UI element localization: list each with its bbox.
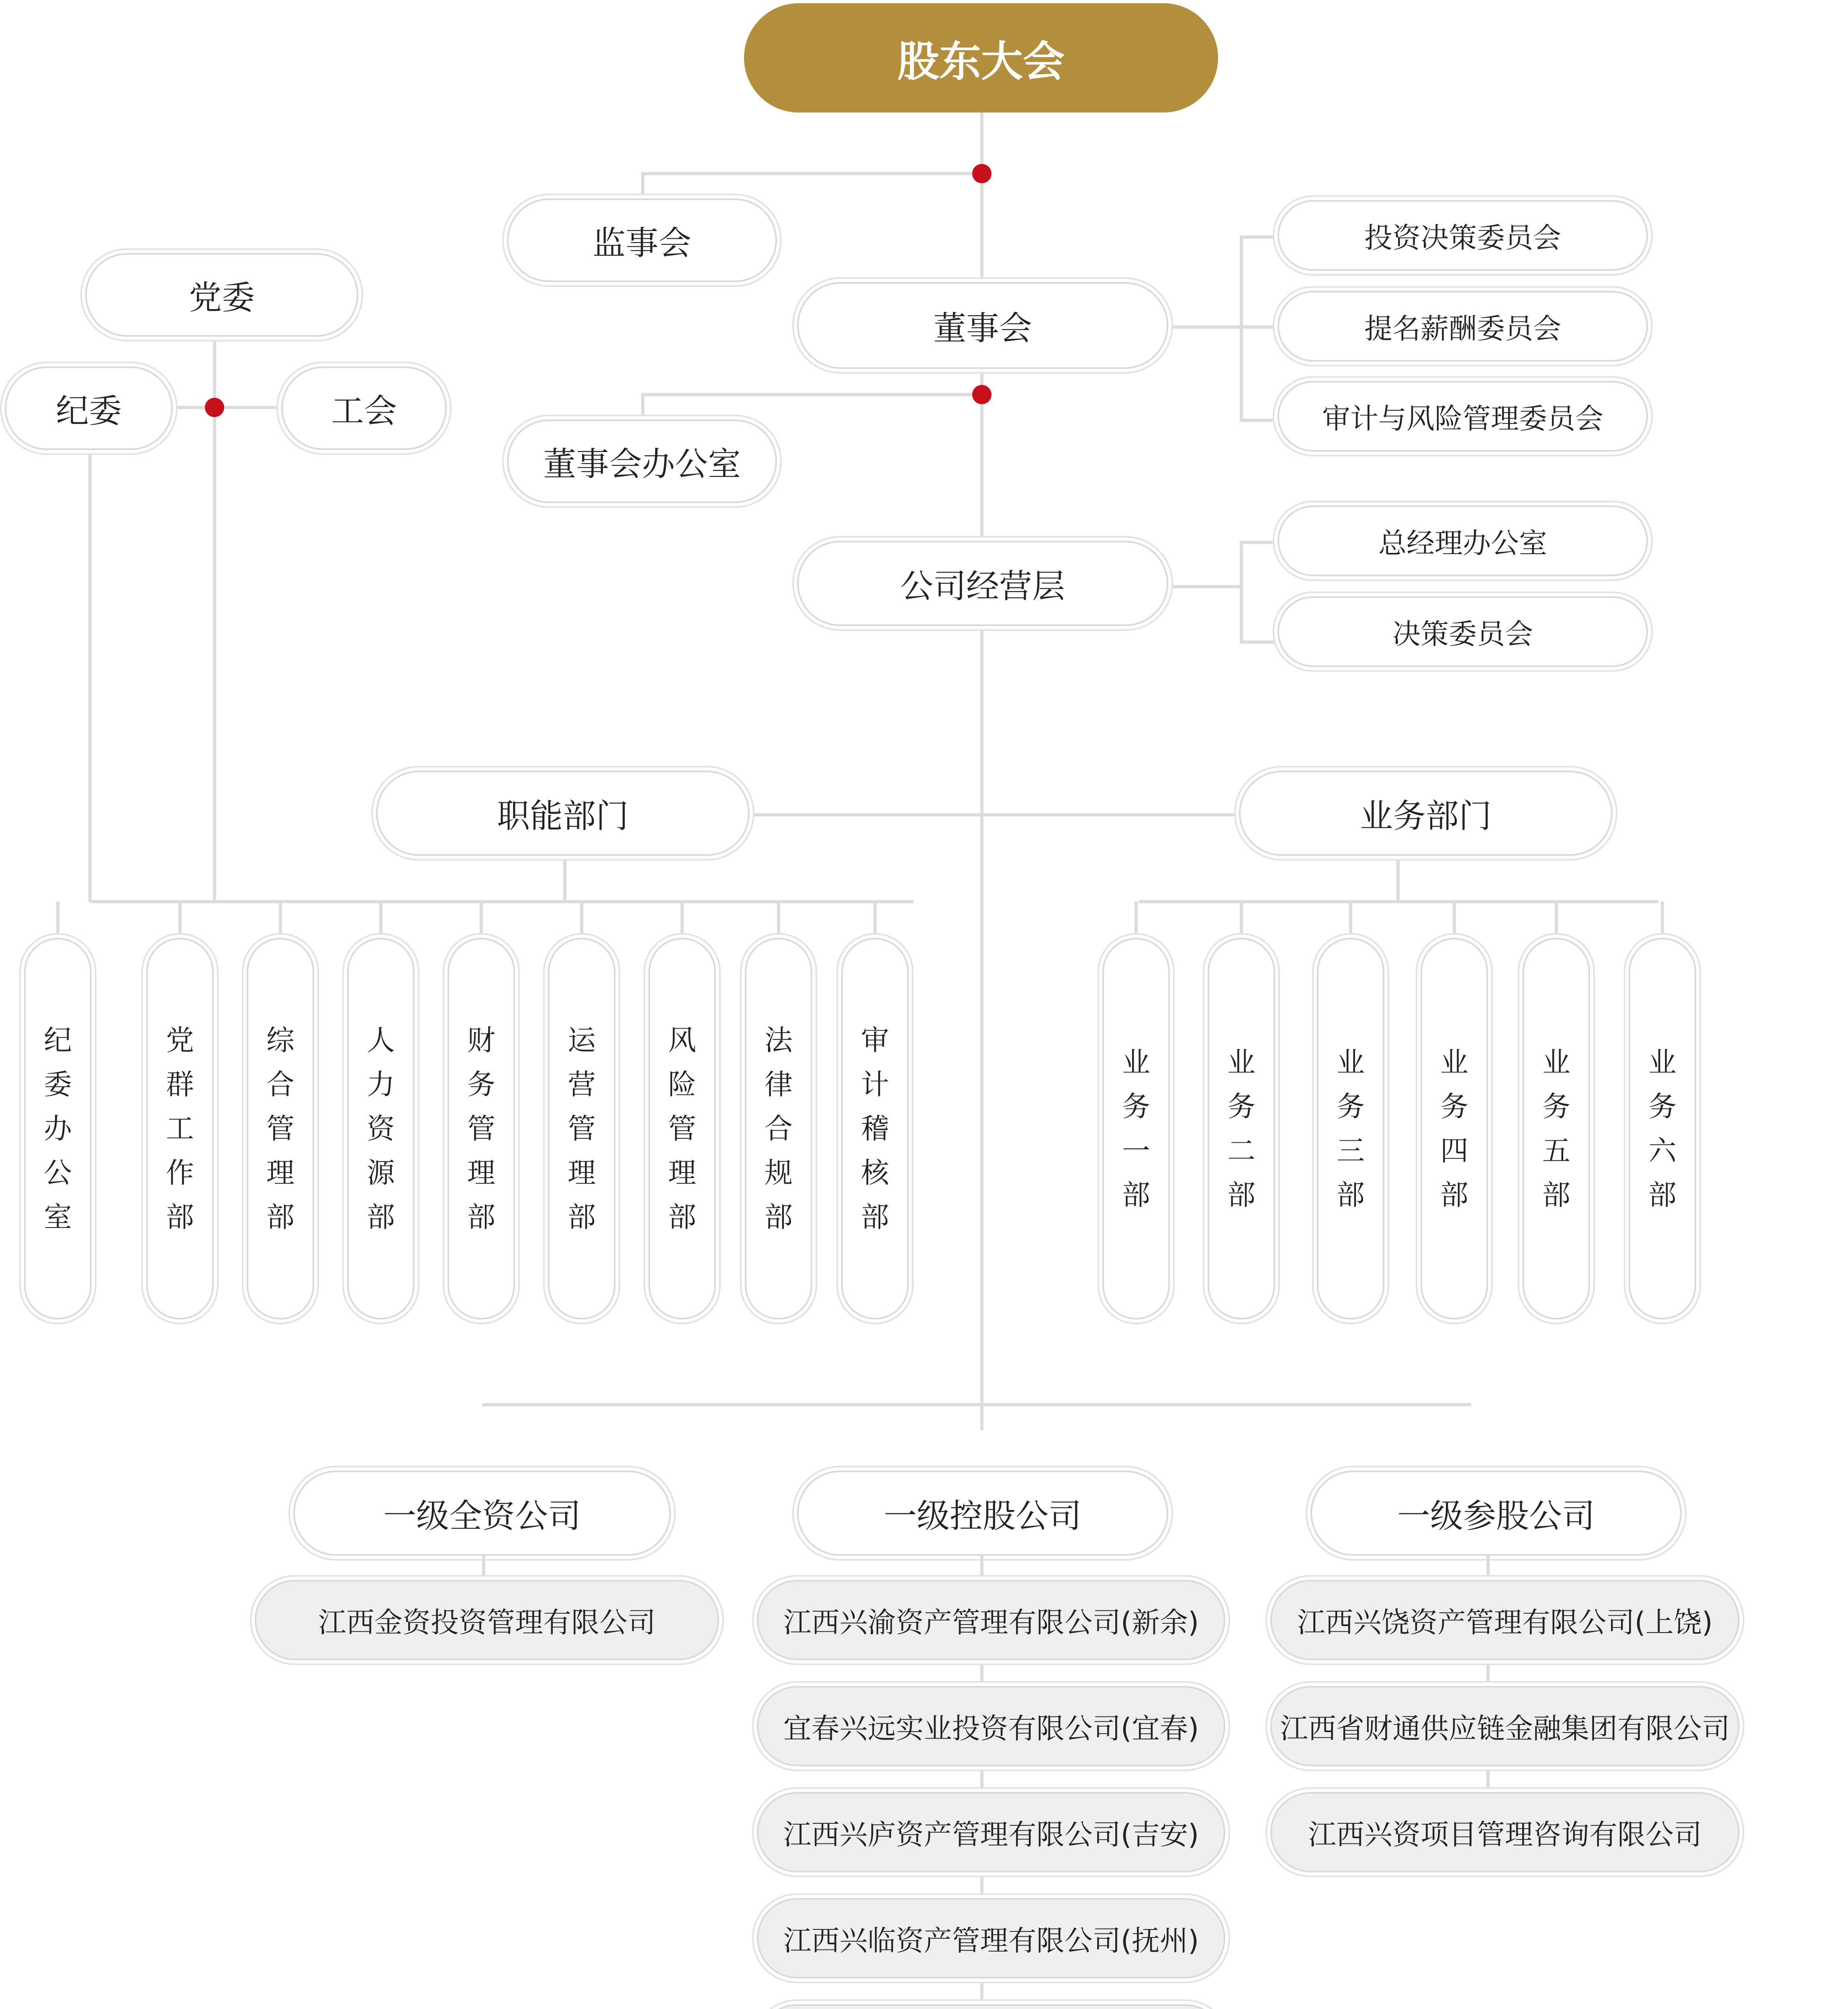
functional-dept-3: 综合管理部 (247, 938, 314, 1320)
connector-line (480, 902, 483, 938)
functional-dept-4: 人力资源部 (347, 938, 415, 1320)
connector-line (641, 393, 983, 396)
connector-line (641, 172, 644, 201)
connector-line (1555, 902, 1558, 938)
connector-line (1396, 853, 1400, 902)
holding-company-2: 宜春兴远实业投资有限公司(宜春) (757, 1686, 1225, 1766)
participating-company-3: 江西兴资项目管理咨询有限公司 (1270, 1792, 1740, 1872)
junction-dot (205, 398, 224, 417)
holding-company-3: 江西兴庐资产管理有限公司(吉安) (757, 1792, 1225, 1872)
functional-departments: 职能部门 (376, 771, 750, 856)
connector-line (1173, 325, 1241, 329)
functional-dept-7: 风险管理部 (648, 938, 716, 1320)
supervisory-board: 监事会 (507, 198, 777, 282)
connector-line (563, 853, 566, 902)
business-dept-1: 业务一部 (1102, 938, 1170, 1320)
participating-company-2: 江西省财通供应链金融集团有限公司 (1270, 1686, 1740, 1766)
participating-company-1: 江西兴饶资产管理有限公司(上饶) (1270, 1580, 1740, 1660)
connector-line (213, 342, 216, 902)
committee-audit-risk: 审计与风险管理委员会 (1278, 381, 1648, 452)
business-dept-6: 业务六部 (1629, 938, 1696, 1320)
business-dept-5: 业务五部 (1523, 938, 1590, 1320)
functional-dept-8: 法律合规部 (745, 938, 812, 1320)
connector-line (1240, 541, 1243, 642)
business-dept-3: 业务三部 (1317, 938, 1384, 1320)
business-dept-2: 业务二部 (1208, 938, 1275, 1320)
connector-line (279, 902, 282, 938)
shareholders-meeting: 股东大会 (744, 3, 1218, 113)
connector-line (750, 813, 1239, 816)
connector-line (482, 1403, 1471, 1406)
gm-office: 总经理办公室 (1278, 505, 1648, 576)
connector-line (873, 902, 877, 938)
connector-line (641, 393, 644, 422)
connector-line (1240, 902, 1243, 938)
connector-line (1135, 902, 1138, 938)
connector-line (1453, 902, 1456, 938)
junction-dot (972, 164, 991, 183)
committee-nomination: 提名薪酬委员会 (1278, 291, 1648, 362)
functional-dept-1: 纪委办公室 (24, 938, 92, 1320)
committee-investment: 投资决策委员会 (1278, 200, 1648, 271)
board-of-directors: 董事会 (797, 282, 1168, 369)
functional-dept-6: 运营管理部 (548, 938, 615, 1320)
management-layer: 公司经营层 (797, 541, 1168, 626)
connector-line (580, 902, 583, 938)
connector-line (1139, 900, 1658, 903)
junction-dot (972, 385, 991, 404)
connector-line (641, 172, 983, 175)
functional-dept-5: 财务管理部 (448, 938, 515, 1320)
connector-line (681, 902, 684, 938)
labor-union: 工会 (281, 366, 447, 450)
connector-line (1661, 902, 1664, 938)
connector-line (88, 453, 92, 902)
connector-line (56, 902, 59, 938)
functional-dept-2: 党群工作部 (146, 938, 214, 1320)
party-committee: 党委 (85, 253, 358, 337)
connector-line (1349, 902, 1352, 938)
wholly-owned-company-1: 江西金资投资管理有限公司 (255, 1580, 719, 1660)
connector-line (173, 406, 285, 409)
connector-line (777, 902, 780, 938)
holding-company-1: 江西兴渝资产管理有限公司(新余) (757, 1580, 1225, 1660)
business-dept-4: 业务四部 (1421, 938, 1488, 1320)
holding-companies: 一级控股公司 (797, 1471, 1168, 1556)
discipline-committee: 纪委 (5, 366, 173, 450)
connector-line (379, 902, 382, 938)
holding-company-5 (757, 2004, 1225, 2009)
board-office: 董事会办公室 (507, 419, 777, 503)
functional-dept-9: 审计稽核部 (841, 938, 909, 1320)
participating-companies: 一级参股公司 (1310, 1471, 1682, 1556)
connector-line (178, 902, 182, 938)
wholly-owned-companies: 一级全资公司 (293, 1471, 671, 1556)
holding-company-4: 江西兴临资产管理有限公司(抚州) (757, 1898, 1225, 1978)
connector-line (1173, 585, 1241, 588)
business-departments: 业务部门 (1239, 771, 1613, 856)
decision-committee: 决策委员会 (1278, 596, 1648, 667)
